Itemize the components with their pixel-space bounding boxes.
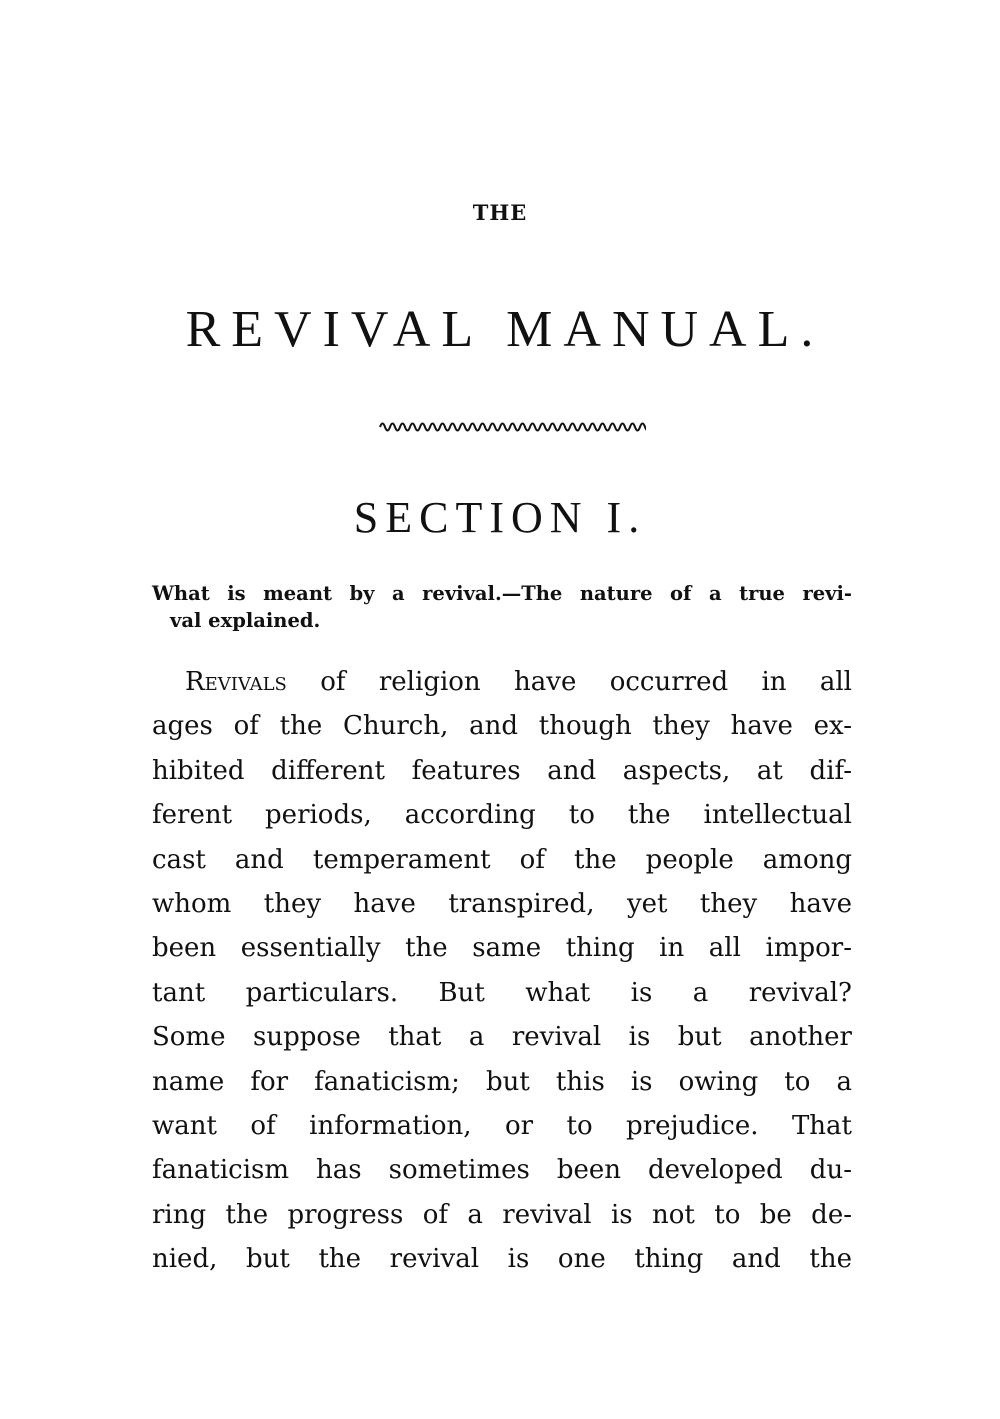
body-line: ages of the Church, and though they have ex- xyxy=(152,711,852,742)
body-line: Some suppose that a revival is but another xyxy=(152,1022,852,1053)
wavy-rule-ornament xyxy=(378,415,646,439)
body-line: want of information, or to prejudice. That xyxy=(152,1110,852,1141)
section-heading: SECTION I. xyxy=(353,493,647,542)
section-summary xyxy=(152,580,852,634)
book-title: REVIVAL MANUAL. xyxy=(185,301,825,358)
summary-line: What is meant by a revival.—The nature of a true revi- xyxy=(152,582,852,605)
body-line: tant particulars. But what is a revival? xyxy=(152,977,852,1008)
body-line xyxy=(152,660,852,704)
body-line: name for fanaticism; but this is owing to a xyxy=(152,1066,852,1097)
summary-line: val explained. xyxy=(170,609,321,632)
body-line: ferent periods, according to the intellectual xyxy=(152,800,852,831)
body-line: cast and temperament of the people among xyxy=(152,844,852,875)
title-prefix: THE xyxy=(472,200,528,225)
body-line: been essentially the same thing in all impor- xyxy=(152,933,852,964)
body-line: whom they have transpired, yet they have xyxy=(152,888,852,919)
body-line: ring the progress of a revival is not to be de- xyxy=(152,1199,852,1230)
body-line: fanaticism has sometimes been developed du- xyxy=(152,1155,852,1186)
body-line: hibited different features and aspects, at dif- xyxy=(152,755,852,786)
body-line: nied, but the revival is one thing and the xyxy=(152,1244,852,1275)
body-line-text: of religion have occurred in all xyxy=(286,667,852,697)
body-text xyxy=(152,660,852,1281)
drop-word: Revivals xyxy=(185,667,287,697)
